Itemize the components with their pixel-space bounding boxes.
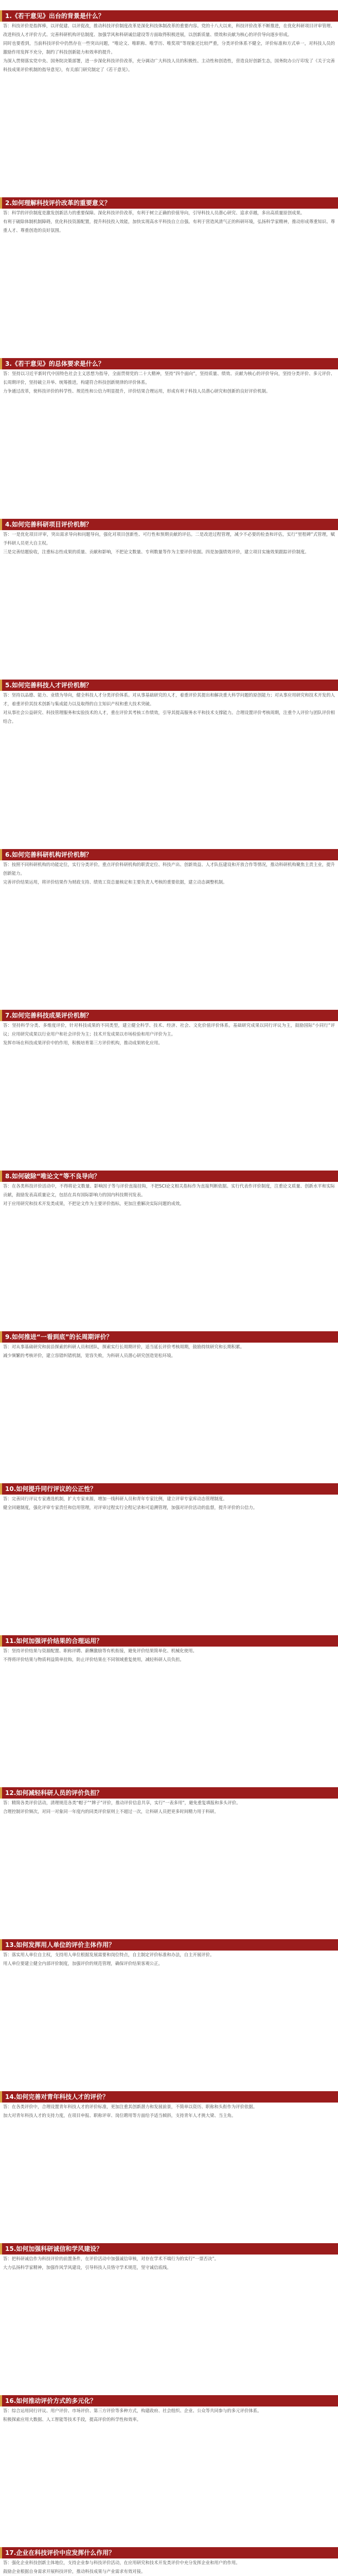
question-heading: 3.《若干意见》的总体要求是什么？ [0,358,338,369]
answer-paragraph: 答：科技评价是指挥棒，以评促建、以评促改，推动科技评价制度改革是深化科技体制改革的重要内容。党的十八大以来，科技评价改革不断推进，在优化科研项目评审管理、改进科技人才评价方式、完善科研机构评估制度、加强学风和科研诚信建设等方面取得积极进展，以创新质量、绩效和贡献为核心的评价导向逐步形成。 [3,23,335,37]
article-page [0,10,338,2576]
answer-paragraph: 用人单位要建立健全内部评价制度，加强评价的规范管理，确保评价结果客观公正。 [3,1961,163,1966]
answer-paragraph: 对于应用研究和技术开发类成果，不把论文作为主要评价指标，更加注重解决实际问题的成效。 [3,1201,184,1206]
answer-paragraph: 加大对青年科技人才的支持力度，在项目申报、职称评审、岗位聘用等方面给予适当倾斜，支持青年人才挑大梁、当主角。 [3,2113,236,2118]
answer-paragraph: 积极探索应用大数据、人工智能等技术手段，提高评价的科学性和效率。 [3,2417,141,2422]
question-heading: 13.如何发挥用人单位的评价主体作用？ [0,1939,338,1951]
qa-article [0,10,338,2576]
answer-paragraph: 同时也要看到，当前科技评价中仍然存在一些突出问题，“唯论文、唯职称、唯学历、唯奖项”等现象还比较严重，分类评价体系不健全，评价标准和方式单一，对科技人员的激励作用发挥不充分，制约了科技创新能力和效率的提升。 [3,41,335,55]
question-heading: 10.如何提升同行评议的公正性？ [0,1483,338,1495]
answer-paragraph: 答：强化企业科技创新主体地位，支持企业参与科技评价活动，在应用研究和技术开发类评价中充分发挥企业和用户的作用。 [3,2560,240,2565]
answer-paragraph: 完善评价结果运用，将评价结果作为财政支持、绩效工资总量核定和主要负责人考核的重要依据，建立动态调整机制。 [3,879,227,885]
question-heading: 5.如何完善科技人才评价机制？ [0,680,338,691]
answer-paragraph: 答：坚持以品德、能力、业绩为导向，健全科技人才分类评价体系。对从事基础研究的人才，着重评价其提出和解决重大科学问题的原创能力；对从事应用研究和技术开发的人才，着重评价其技术创新与集成能力以及取得的自主知识产权和重大技术突破。 [3,692,335,706]
answer-paragraph: 对从事社会公益研究、科技管理服务和实验技术的人才，重在评价其考核工作绩效，引导其提高服务水平和技术支撑能力。合理设置评价考核周期，注重个人评价与团队评价相结合。 [3,710,335,724]
answer-paragraph: 发挥市场在科技成果评价中的作用，积极培育第三方评价机构，推动成果转化应用。 [3,1040,163,1045]
answer-paragraph: 答：落实用人单位自主权，支持用人单位根据发展需要和岗位特点，自主制定评价标准和办法，自主开展评价。 [3,1952,215,1957]
answer-paragraph: 鼓励企业根据自身需求开展科技评价，推动科技成果与产业需求有效对接。 [3,2569,146,2574]
answer-paragraph: 答：对从事基础研究和前沿探索的科研人员和团队，探索实行长周期评价，适当延长评价考核周期，鼓励持续研究和长期积累。 [3,1344,244,1349]
question-heading: 14.如何完善对青年科技人才的评价？ [0,2091,338,2103]
answer-paragraph: 不得将评价结果与物质利益简单挂钩，防止评价结果在不同领域重复使用，减轻科研人员负担。 [3,1657,184,1662]
question-heading: 7.如何完善科技成果评价机制？ [0,1010,338,1021]
question-heading: 12.如何减轻科研人员的评价负担？ [0,1787,338,1799]
answer-paragraph: 健全回避制度，强化评审专家责任和信用管理，对评审过程实行全程记录和可追溯管理，加强对评价活动的监督，提升评价的公信力。 [3,1505,258,1510]
question-heading: 9.如何推进“一看到底”的长周期评价？ [0,1331,338,1343]
answer-paragraph: 力争通过改革，使科技评价的科学性、规范性和公信力明显提升，评价结果合理运用，形成有利于科技人员潜心研究和创新的良好评价机制。 [3,388,271,394]
question-heading: 16.如何推动评价方式的多元化？ [0,2395,338,2406]
answer-paragraph: 答：综合运用同行评议、用户评价、市场评价、第三方评价等多种方式，构建政府、社会组织、企业、公众等共同参与的多元评价体系。 [3,2408,262,2413]
answer-paragraph: 答：一是优化项目评审，突出需求导向和问题导向，强化对项目创新性、可行性和预期贡献的评估。二是改进过程管理，减少不必要的检查和评估，实行“里程碑”式管理，赋予科研人员更大自主权。 [3,532,335,546]
question-heading: 6.如何完善科研机构评价机制？ [0,849,338,860]
question-heading: 2.如何理解科技评价改革的重要意义？ [0,197,338,209]
answer-paragraph: 有利于破除体制机制障碍，优化科技资源配置，提升科技投入效能，加快实现高水平科技自立自强。有利于营造风清气正的科研环境，弘扬科学家精神，推动形成尊重知识、尊重人才、尊重创造的良好氛围。 [3,219,335,233]
answer-paragraph: 合理控制评价频次，对同一对象同一年度内的同类评价原则上不超过一次，让科研人员把更多时间精力用于科研。 [3,1809,219,1814]
question-heading: 8.如何破除“唯论文”等不良导向？ [0,1171,338,1182]
answer-paragraph: 为深入贯彻落实党中央、国务院决策部署，进一步深化科技评价改革，充分调动广大科技人员的积极性、主动性和创造性，营造良好创新生态，国务院办公厅印发了《关于完善科技成果评价机制的指导意见》，有关部门研究制定了《若干意见》。 [3,58,335,72]
question-heading: 17.企业在科技评价中应发挥什么作用？ [0,2547,338,2558]
answer-paragraph: 答：坚持科学分类、多维度评价，针对科技成果的不同类型，建立健全科学、技术、经济、社会、文化价值评价体系。基础研究成果以同行评议为主，鼓励国际“小同行”评议；应用研究成果以行业用户和社会评价为主；技术开发成果以市场检验和用户评价为主。 [3,1023,335,1037]
question-heading: 15.如何加强科研诚信和学风建设？ [0,2243,338,2255]
answer-paragraph: 答：科学的评价制度是激发创新活力的重要保障。深化科技评价改革，有利于树立正确的价值导向，引导科技人员潜心研究、追求卓越，多出高质量原创成果。 [3,210,305,215]
answer-paragraph: 答：坚持评价结果与资源配置、职称评聘、薪酬激励等有机衔接，避免评价结果简单化、机械化使用。 [3,1648,197,1653]
answer-paragraph: 答：完善同行评议专家遴选机制，扩大专家来源，增加一线科研人员和青年专家比例，建立评审专家库动态管理制度。 [3,1496,227,1501]
answer-paragraph: 答：精简各类评价活动，清理规范各类“帽子”“牌子”评价，推动评价信息共享，实行“一表多用”，避免重复填报和多头评价。 [3,1800,241,1805]
answer-paragraph: 答：在各类科技评价活动中，不得将论文数量、影响因子等与评价直接挂钩，不把SCI论文相关指标作为直接判断依据。实行代表作评价制度，注重论文质量、创新水平和实际贡献，鼓励发表高质量论文，包括在具有国际影响力的国内科技期刊发表。 [3,1183,335,1197]
question-heading: 4.如何完善科研项目评价机制？ [0,519,338,530]
question-heading: 11.如何加强评价结果的合理运用？ [0,1635,338,1647]
answer-paragraph: 三是完善结题验收，注重标志性成果的质量、贡献和影响，不把论文数量、专利数量等作为主要评价依据。四是加强绩效评价，建立项目实施效果跟踪评价制度。 [3,549,309,554]
answer-paragraph: 答：按照不同科研机构的功能定位，实行分类评价。重点评价科研机构的职责定位、科技产出、创新效益、人才队伍建设和开放合作等情况，推动科研机构聚焦主责主业，提升创新能力。 [3,862,335,876]
question-heading: 1.《若干意见》出台的背景是什么？ [0,10,338,22]
answer-paragraph: 减少频繁的考核评价，建立容错纠错机制，宽容失败，为科研人员潜心研究创造宽松环境。 [3,1353,175,1358]
answer-paragraph: 答：把科研诚信作为科技评价的前置条件，在评价活动中加强诚信审核，对存在学术不端行为的实行“一票否决”。 [3,2256,219,2261]
answer-paragraph: 大力弘扬科学家精神，加强作风学风建设，引导科技人员恪守学术规范，坚守诚信底线。 [3,2265,171,2270]
answer-paragraph: 答：在各类评价中，合理设置青年科技人才的评价标准，更加注重其创新潜力和发展前景，不简单以资历、职称和头衔作为评价依据。 [3,2104,258,2109]
answer-paragraph: 答：坚持以习近平新时代中国特色社会主义思想为指导，全面贯彻党的二十大精神，坚持“四个面向”，坚持质量、绩效、贡献为核心的评价导向，坚持分类评价、多元评价、长周期评价，坚持破立并举、统筹推进，构建符合科技创新规律的评价体系。 [3,371,335,385]
